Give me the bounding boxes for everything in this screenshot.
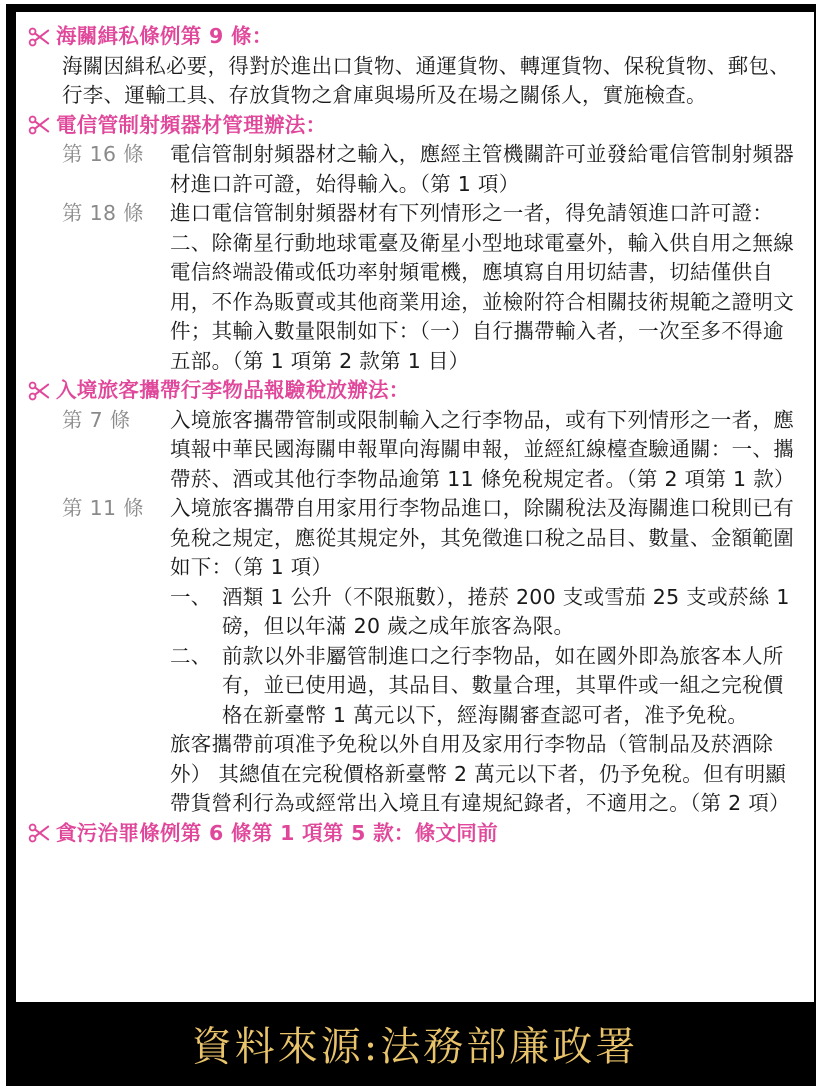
article [28,406,803,495]
section-title: 貪污治罪條例第 6 條第 1 項第 5 款：條文同前 [56,820,498,845]
scissors-icon [28,380,50,402]
page-frame [6,4,816,1086]
section-title: 電信管制射頻器材管理辦法： [56,112,327,137]
article-number: 第 16 條 [62,142,144,166]
section-paragraph: 海關因緝私必要，得對於進出口貨物、通運貨物、轉運貨物、保稅貨物、郵包、行李、運輸工具、存放貨物之倉庫與場所及在場之關係人，實施檢查。 [62,53,790,107]
section-heading [28,111,803,141]
article-text: 進口電信管制射頻器材有下列情形之一者，得免請領進口許可證：二、除衛星行動地球電臺及衛星小型地球電臺外，輸入供自用之無線電信終端設備或低功率射頻電機，應填寫自用切結書，切結僅供自用，不作為販賣或其他商業用途，並檢附符合相關技術規範之證明文件；其輸入數量限制如下：（一）自行攜帶輸入者，一次至多不得逾五部。（第 1 項第 2 款第 1 目） [170,201,794,373]
article-number: 第 7 條 [62,407,131,432]
section-heading [28,22,803,52]
item-text: 酒類 1 公升（不限瓶數），捲菸 200 支或雪茄 25 支或菸絲 1 磅，但以年滿 20 歲之成年旅客為限。 [222,584,790,638]
article-body [170,494,803,730]
source-footer [16,1004,814,1082]
document-page [16,12,814,1002]
scissors-icon [28,822,50,844]
article-continuation: 旅客攜帶前項准予免稅以外自用及家用行李物品（管制品及菸酒除外） 其總值在完稅價格新臺幣 2 萬元以下者，仍予免稅。但有明顯帶貨營利行為或經常出入境且有違規紀錄者，不適用之。（第 2 項） [170,732,790,815]
article-item [170,642,803,731]
source-credit: 資料來源:法務部廉政署 [191,1023,639,1070]
item-label: 二、 [170,643,212,668]
article-text: 入境旅客攜帶管制或限制輸入之行李物品，或有下列情形之一者，應填報中華民國海關申報單向海關申報，並經紅線檯查驗通關：一、攜帶菸、酒或其他行李物品逾第 11 條免稅規定者。（第 2 項第 1 款） [170,407,795,491]
article [28,199,803,376]
document-content [28,22,803,848]
scissors-icon [28,114,50,136]
section-heading [28,819,803,849]
item-text: 前款以外非屬管制進口之行李物品，如在國外即為旅客本人所有，並已使用過，其品目、數量合理，其單件或一組之完稅價格在新臺幣 1 萬元以下，經海關審查認可者，准予免稅。 [222,643,784,727]
article-number: 第 11 條 [62,496,144,520]
scissors-icon [28,26,50,48]
article-text: 電信管制射頻器材之輸入，應經主管機關許可並發給電信管制射頻器材進口許可證，始得輸入。（第 1 項） [170,142,794,196]
article-item [170,583,803,642]
section-title: 入境旅客攜帶行李物品報驗稅放辦法： [56,378,410,402]
article [28,140,803,199]
article [28,494,803,730]
article-text: 入境旅客攜帶自用家用行李物品進口，除關稅法及海關進口稅則已有免稅之規定，應從其規定外，其免徵進口稅之品目、數量、金額範圍如下：（第 1 項） [170,496,794,579]
section-heading [28,376,803,406]
section-title: 海關緝私條例第 9 條： [56,24,273,48]
article-number: 第 18 條 [62,201,144,225]
item-label: 一、 [170,584,212,609]
